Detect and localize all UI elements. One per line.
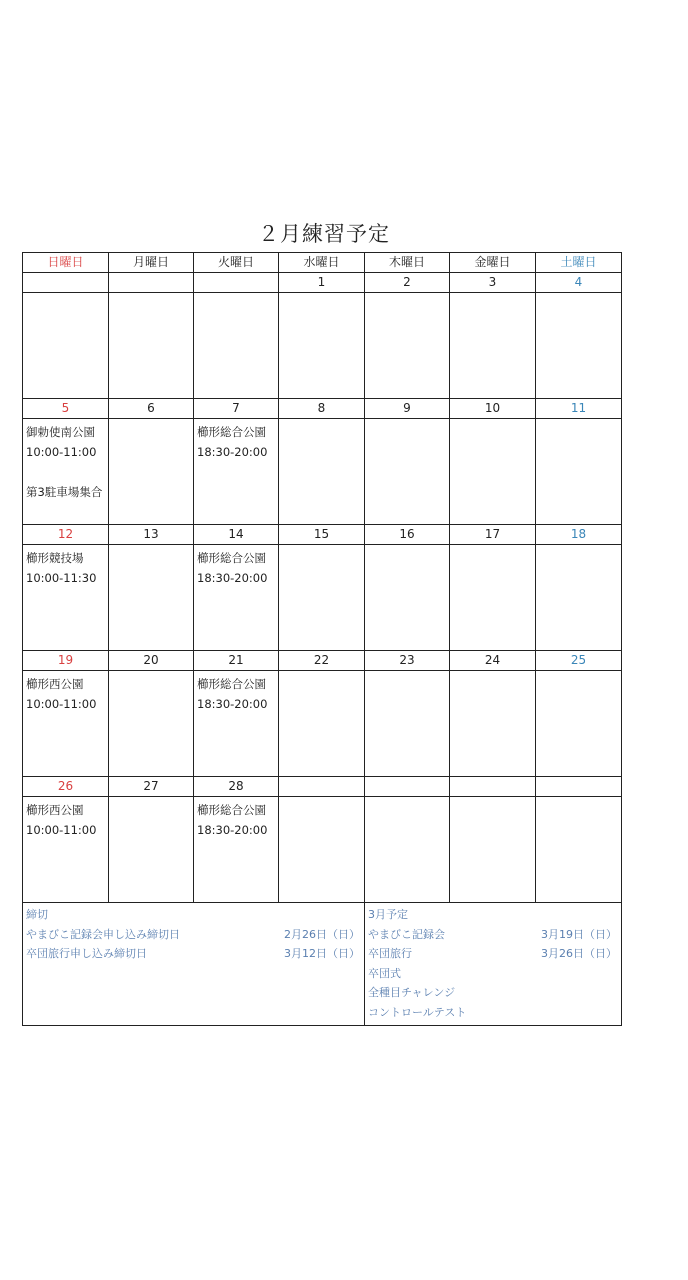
- day-cell: [536, 545, 622, 651]
- date-cell: [450, 777, 536, 797]
- day-cell: [365, 797, 450, 903]
- note-label: やまびこ記録会申し込み締切日: [26, 927, 180, 941]
- day-cell: [536, 419, 622, 525]
- event-details: [194, 797, 278, 840]
- weekday-header: 火曜日: [194, 253, 279, 273]
- date-cell: 23: [365, 651, 450, 671]
- weekday-header: 月曜日: [109, 253, 194, 273]
- event-details: [23, 797, 108, 840]
- event-line: 10:00-11:30: [26, 571, 97, 585]
- event-details: [194, 545, 278, 588]
- date-cell: 8: [279, 399, 365, 419]
- weekday-header: 日曜日: [23, 253, 109, 273]
- date-cell: 3: [450, 273, 536, 293]
- note-item: [368, 1003, 617, 1023]
- note-label: 卒団式: [368, 966, 401, 980]
- page-title: ２月練習予定: [258, 222, 390, 246]
- date-cell: 5: [23, 399, 109, 419]
- date-cell: 4: [536, 273, 622, 293]
- march-schedule-notes: [365, 903, 622, 1026]
- date-cell: [194, 273, 279, 293]
- date-cell: [536, 777, 622, 797]
- day-cell: [194, 293, 279, 399]
- note-item: [26, 925, 360, 945]
- day-cell: [279, 293, 365, 399]
- note-item: [368, 983, 617, 1003]
- date-cell: 11: [536, 399, 622, 419]
- date-cell: 10: [450, 399, 536, 419]
- date-cell: 7: [194, 399, 279, 419]
- event-line: 18:30-20:00: [197, 571, 268, 585]
- day-cell: [450, 545, 536, 651]
- date-cell: 1: [279, 273, 365, 293]
- day-cell: [23, 545, 109, 651]
- note-date: 2月26日（日）: [284, 927, 360, 941]
- day-cell: [365, 671, 450, 777]
- note-item: [368, 944, 617, 964]
- event-location: 御勅使南公園: [26, 425, 95, 439]
- day-cell: [536, 797, 622, 903]
- deadline-notes-content: [23, 903, 364, 964]
- event-line: 10:00-11:00: [26, 445, 97, 459]
- event-location: 櫛形西公園: [26, 803, 84, 817]
- day-cell: [279, 671, 365, 777]
- march-schedule-notes-content: [365, 903, 621, 1022]
- event-details: [23, 545, 108, 588]
- note-date: 3月19日（日）: [541, 927, 617, 941]
- day-cell: [279, 545, 365, 651]
- day-cell: [23, 671, 109, 777]
- date-cell: 21: [194, 651, 279, 671]
- event-location: 櫛形競技場: [26, 551, 84, 565]
- event-location: 櫛形総合公園: [197, 425, 266, 439]
- note-label: 全種目チャレンジ: [368, 986, 456, 999]
- date-cell: 6: [109, 399, 194, 419]
- day-cell: [450, 293, 536, 399]
- event-location: 櫛形総合公園: [197, 551, 266, 565]
- note-label: やまびこ記録会: [368, 927, 445, 941]
- day-cell: [23, 797, 109, 903]
- event-line: 18:30-20:00: [197, 823, 268, 837]
- day-cell: [23, 293, 109, 399]
- day-cell: [279, 797, 365, 903]
- date-cell: 25: [536, 651, 622, 671]
- calendar-body: [23, 253, 622, 1026]
- date-cell: 27: [109, 777, 194, 797]
- date-cell: 17: [450, 525, 536, 545]
- weekday-header: 金曜日: [450, 253, 536, 273]
- date-cell: 24: [450, 651, 536, 671]
- date-cell: [279, 777, 365, 797]
- event-line: [26, 462, 108, 482]
- event-line: 第3駐車場集合: [26, 485, 103, 499]
- day-cell: [365, 419, 450, 525]
- calendar-table: [22, 252, 622, 1026]
- event-line: 18:30-20:00: [197, 697, 268, 711]
- day-cell: [536, 293, 622, 399]
- day-cell: [109, 797, 194, 903]
- event-row: [23, 671, 622, 777]
- date-cell: 14: [194, 525, 279, 545]
- day-cell: [365, 293, 450, 399]
- day-cell: [450, 671, 536, 777]
- date-cell: 13: [109, 525, 194, 545]
- date-cell: 2: [365, 273, 450, 293]
- date-row: [23, 525, 622, 545]
- note-item: [368, 925, 617, 945]
- date-cell: 18: [536, 525, 622, 545]
- day-cell: [109, 545, 194, 651]
- date-cell: 19: [23, 651, 109, 671]
- note-label: 卒団旅行: [368, 947, 412, 960]
- weekday-header: 水曜日: [279, 253, 365, 273]
- note-label: コントロールテスト: [368, 1005, 467, 1019]
- date-cell: 20: [109, 651, 194, 671]
- day-cell: [450, 797, 536, 903]
- day-cell: [536, 671, 622, 777]
- event-location: 櫛形総合公園: [197, 677, 266, 691]
- deadline-notes: [23, 903, 365, 1026]
- date-row: [23, 651, 622, 671]
- date-cell: [23, 273, 109, 293]
- date-row: [23, 777, 622, 797]
- event-details: [23, 419, 108, 502]
- event-line: 10:00-11:00: [26, 823, 97, 837]
- note-date: 3月26日（日）: [541, 947, 617, 960]
- date-cell: 26: [23, 777, 109, 797]
- event-row: [23, 293, 622, 399]
- event-details: [23, 671, 108, 714]
- date-cell: 15: [279, 525, 365, 545]
- day-cell: [194, 797, 279, 903]
- note-item: [368, 964, 617, 984]
- event-location: 櫛形西公園: [26, 677, 84, 691]
- notes-row: [23, 903, 622, 1026]
- event-row: [23, 545, 622, 651]
- date-cell: 28: [194, 777, 279, 797]
- weekday-header-row: [23, 253, 622, 273]
- note-date: 3月12日（日）: [284, 947, 360, 960]
- day-cell: [109, 671, 194, 777]
- date-cell: 12: [23, 525, 109, 545]
- event-details: [194, 671, 278, 714]
- day-cell: [194, 671, 279, 777]
- deadline-heading: 締切: [26, 908, 48, 921]
- note-item: [26, 944, 360, 964]
- note-label: 卒団旅行申し込み締切日: [26, 947, 147, 960]
- day-cell: [365, 545, 450, 651]
- date-row: [23, 273, 622, 293]
- event-row: [23, 797, 622, 903]
- day-cell: [109, 419, 194, 525]
- day-cell: [23, 419, 109, 525]
- date-cell: [109, 273, 194, 293]
- day-cell: [279, 419, 365, 525]
- date-cell: 9: [365, 399, 450, 419]
- date-cell: 22: [279, 651, 365, 671]
- event-details: [194, 419, 278, 462]
- march-schedule-heading: 3月予定: [368, 908, 408, 921]
- event-line: 18:30-20:00: [197, 445, 268, 459]
- weekday-header: 木曜日: [365, 253, 450, 273]
- day-cell: [109, 293, 194, 399]
- event-line: 10:00-11:00: [26, 697, 97, 711]
- day-cell: [450, 419, 536, 525]
- day-cell: [194, 419, 279, 525]
- date-cell: [365, 777, 450, 797]
- date-cell: 16: [365, 525, 450, 545]
- date-row: [23, 399, 622, 419]
- event-row: [23, 419, 622, 525]
- day-cell: [194, 545, 279, 651]
- event-location: 櫛形総合公園: [197, 803, 266, 817]
- weekday-header: 土曜日: [536, 253, 622, 273]
